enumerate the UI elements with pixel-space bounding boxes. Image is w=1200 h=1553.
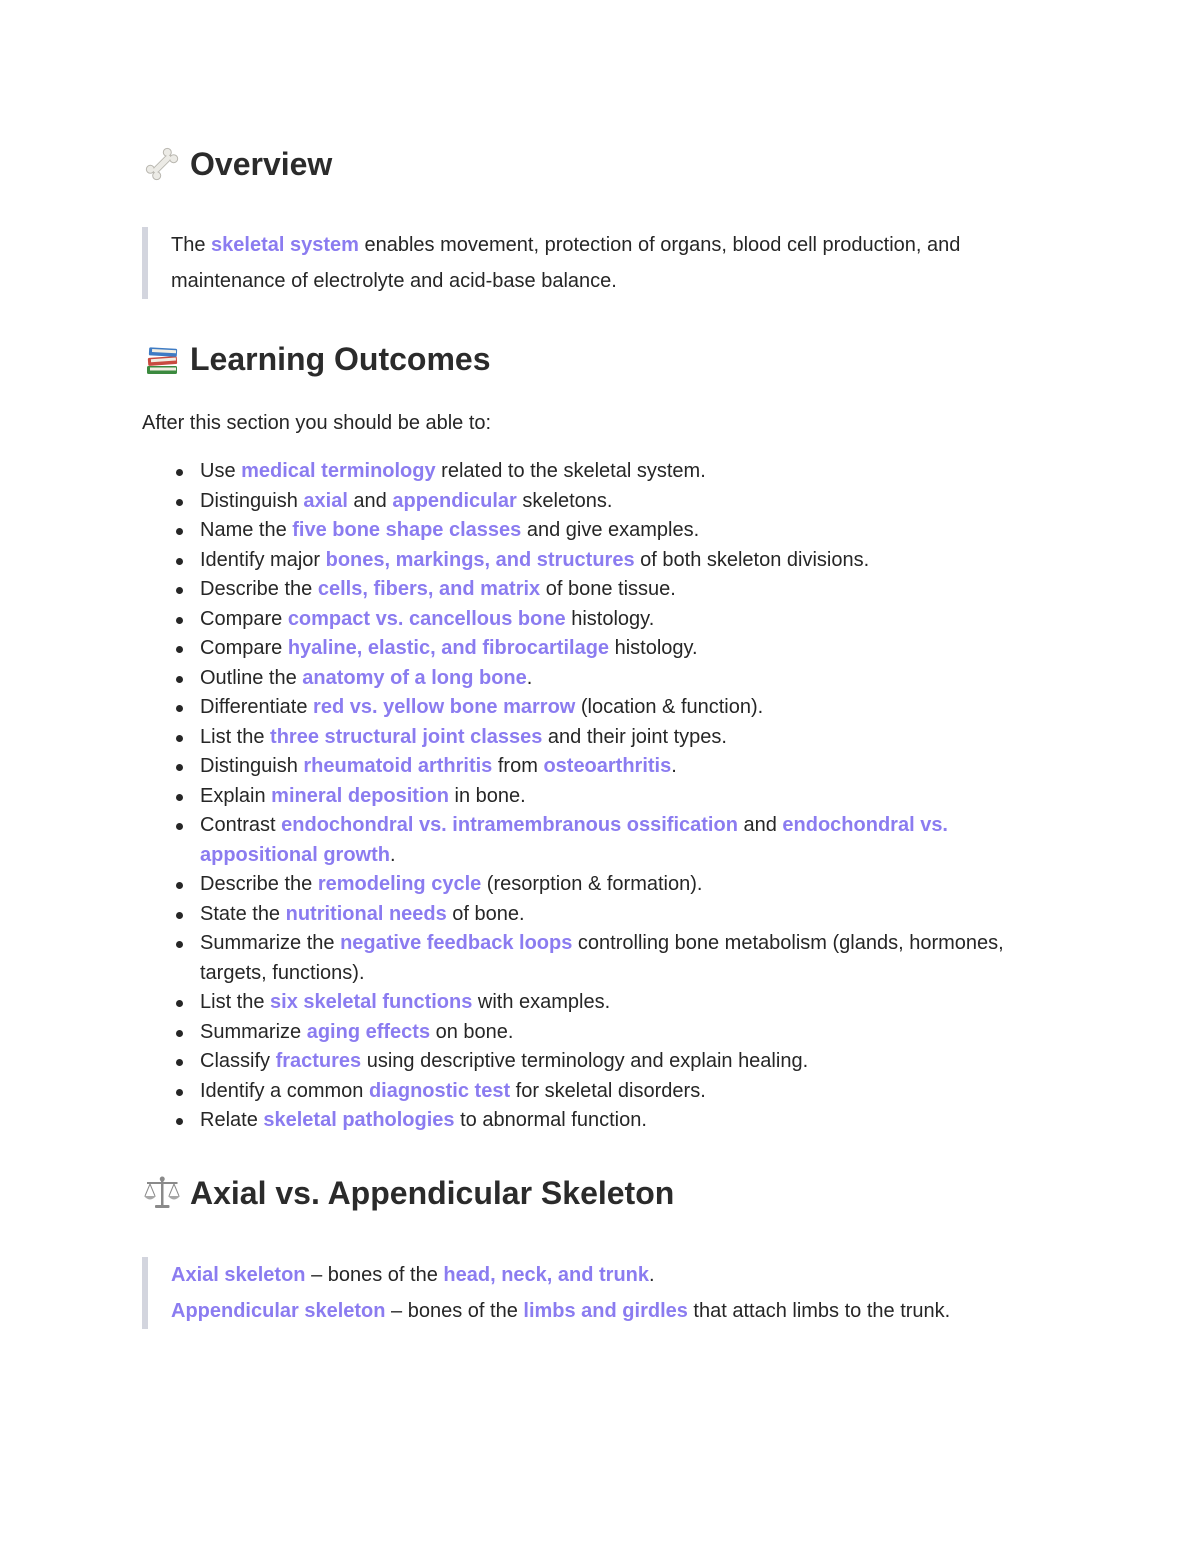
text-segment: . (671, 755, 677, 777)
highlight-term: five bone shape classes (292, 519, 522, 541)
highlight-term: three structural joint classes (270, 725, 543, 748)
outcome-item (200, 457, 1060, 487)
text-segment: State the (200, 902, 286, 925)
highlight-term: fractures (275, 1050, 362, 1072)
learning-outcomes-heading (142, 339, 491, 379)
highlight-term: skeletal system (211, 234, 359, 256)
outcomes-list (142, 457, 1060, 1136)
text-segment: Use (200, 460, 242, 482)
text-segment: Classify (200, 1050, 276, 1072)
outcome-item (200, 575, 1060, 605)
text-segment: histology. (565, 607, 655, 630)
text-segment: . (526, 666, 533, 689)
highlight-term: anatomy of a long bone (302, 666, 527, 689)
text-segment: (location & function). (575, 696, 764, 718)
text-segment: Identify major (200, 548, 326, 571)
text-segment: enables movement, protection of organs, blood cell production, and maintenance of electrolyte and acid-base balance. (171, 234, 961, 292)
text-segment: The (171, 234, 212, 256)
text-segment: Relate (200, 1109, 264, 1131)
text-segment: with examples. (472, 991, 611, 1013)
highlight-term: rheumatoid arthritis (303, 755, 493, 777)
text-segment: Contrast (200, 814, 282, 836)
text-segment: Identify a common (200, 1079, 369, 1102)
text-segment: Describe the (200, 873, 318, 895)
text-segment: from (492, 755, 544, 777)
highlight-term: medical terminology (241, 460, 436, 482)
highlight-term: negative feedback loops (340, 932, 573, 954)
highlight-term: head, neck, and trunk (443, 1264, 650, 1286)
text-segment: using descriptive terminology and explain healing. (361, 1050, 809, 1072)
outcome-item (200, 900, 1060, 930)
highlight-term: osteoarthritis (543, 755, 672, 777)
outcome-item (200, 516, 1060, 546)
text-segment: and (737, 814, 783, 836)
outcome-item (200, 1047, 1060, 1077)
outcome-item (200, 1077, 1060, 1107)
highlight-term: bones, markings, and structures (325, 548, 635, 571)
text-segment: of bone tissue. (540, 578, 676, 600)
outcome-item (200, 782, 1060, 812)
text-segment: Summarize the (200, 932, 341, 954)
outcome-item (200, 664, 1060, 694)
outcome-item (200, 693, 1060, 723)
text-segment: that attach limbs to the trunk. (687, 1300, 951, 1322)
text-segment: Compare (200, 637, 288, 659)
overview-heading (142, 144, 332, 184)
highlight-term: Appendicular skeleton (171, 1300, 386, 1322)
overview-title: Overview (190, 145, 333, 182)
outcome-item (200, 929, 1060, 988)
text-segment: Compare (200, 607, 288, 630)
balance-scale-icon (142, 1173, 182, 1213)
text-segment: . (649, 1264, 655, 1286)
outcome-item (200, 988, 1060, 1018)
outcome-item (200, 723, 1060, 753)
text-segment: controlling bone metabolism (glands, hormones, targets, functions). (200, 932, 1004, 984)
highlight-term: diagnostic test (368, 1079, 511, 1102)
axial-appendicular-title: Axial vs. Appendicular Skeleton (190, 1174, 675, 1211)
outcome-item (200, 634, 1060, 664)
text-segment: List the (200, 991, 271, 1013)
text-segment: and give examples. (521, 519, 700, 541)
highlight-term: remodeling cycle (317, 873, 482, 895)
highlight-term: red vs. yellow bone marrow (313, 696, 576, 718)
highlight-term: compact vs. cancellous bone (287, 607, 566, 630)
highlight-term: nutritional needs (285, 902, 447, 925)
highlight-term: axial (303, 489, 348, 512)
outcome-item (200, 870, 1060, 900)
text-segment: Distinguish (200, 755, 304, 777)
overview-blockquote (142, 227, 1041, 299)
appendicular-line (171, 1293, 1041, 1329)
highlight-term: skeletal pathologies (263, 1109, 455, 1131)
overview-text (171, 227, 1041, 299)
outcome-item (200, 605, 1060, 635)
highlight-term: endochondral vs. intramembranous ossification (281, 814, 738, 836)
outcome-item (200, 546, 1060, 576)
outcome-item (200, 487, 1060, 517)
highlight-term: cells, fibers, and matrix (317, 578, 541, 600)
outcome-item (200, 752, 1060, 782)
books-icon (142, 339, 182, 379)
highlight-term: six skeletal functions (270, 991, 473, 1013)
outcome-item (200, 1018, 1060, 1048)
text-segment: – bones of the (385, 1300, 524, 1322)
outcomes-intro: After this section you should be able to: (142, 412, 492, 434)
text-segment: in bone. (448, 784, 526, 807)
highlight-term: appendicular (392, 489, 517, 512)
text-segment: – bones of the (305, 1264, 444, 1286)
bone-icon (142, 144, 182, 184)
highlight-term: endochondral vs. appositional growth (200, 814, 948, 866)
text-segment: histology. (609, 637, 698, 659)
text-segment: and their joint types. (542, 725, 727, 748)
text-segment: and (347, 489, 393, 512)
text-segment: on bone. (430, 1020, 514, 1043)
text-segment: List the (200, 725, 271, 748)
highlight-term: hyaline, elastic, and fibrocartilage (287, 637, 610, 659)
text-segment: (resorption & formation). (481, 873, 703, 895)
text-segment: related to the skeletal system. (435, 460, 706, 482)
text-segment: Describe the (200, 578, 318, 600)
text-segment: to abnormal function. (454, 1109, 647, 1131)
outcome-item (200, 1106, 1060, 1136)
text-segment: of bone. (446, 902, 525, 925)
text-segment: Explain (200, 784, 272, 807)
text-segment: of both skeleton divisions. (634, 548, 870, 571)
outcome-item (200, 811, 1060, 870)
axial-line (171, 1257, 1041, 1293)
highlight-term: mineral deposition (271, 784, 449, 807)
axial-appendicular-heading (142, 1173, 674, 1213)
text-segment: skeletons. (516, 489, 613, 512)
highlight-term: limbs and girdles (523, 1300, 688, 1322)
text-segment: . (390, 843, 396, 866)
axial-blockquote (142, 1257, 1041, 1329)
text-segment: Summarize (200, 1020, 307, 1043)
text-segment: Name the (200, 519, 293, 541)
text-segment: Distinguish (200, 489, 304, 512)
text-segment: Differentiate (200, 696, 314, 718)
highlight-term: Axial skeleton (171, 1264, 306, 1286)
learning-outcomes-title: Learning Outcomes (190, 340, 491, 377)
text-segment: Outline the (200, 666, 303, 689)
text-segment: for skeletal disorders. (510, 1079, 706, 1102)
highlight-term: aging effects (306, 1020, 431, 1043)
